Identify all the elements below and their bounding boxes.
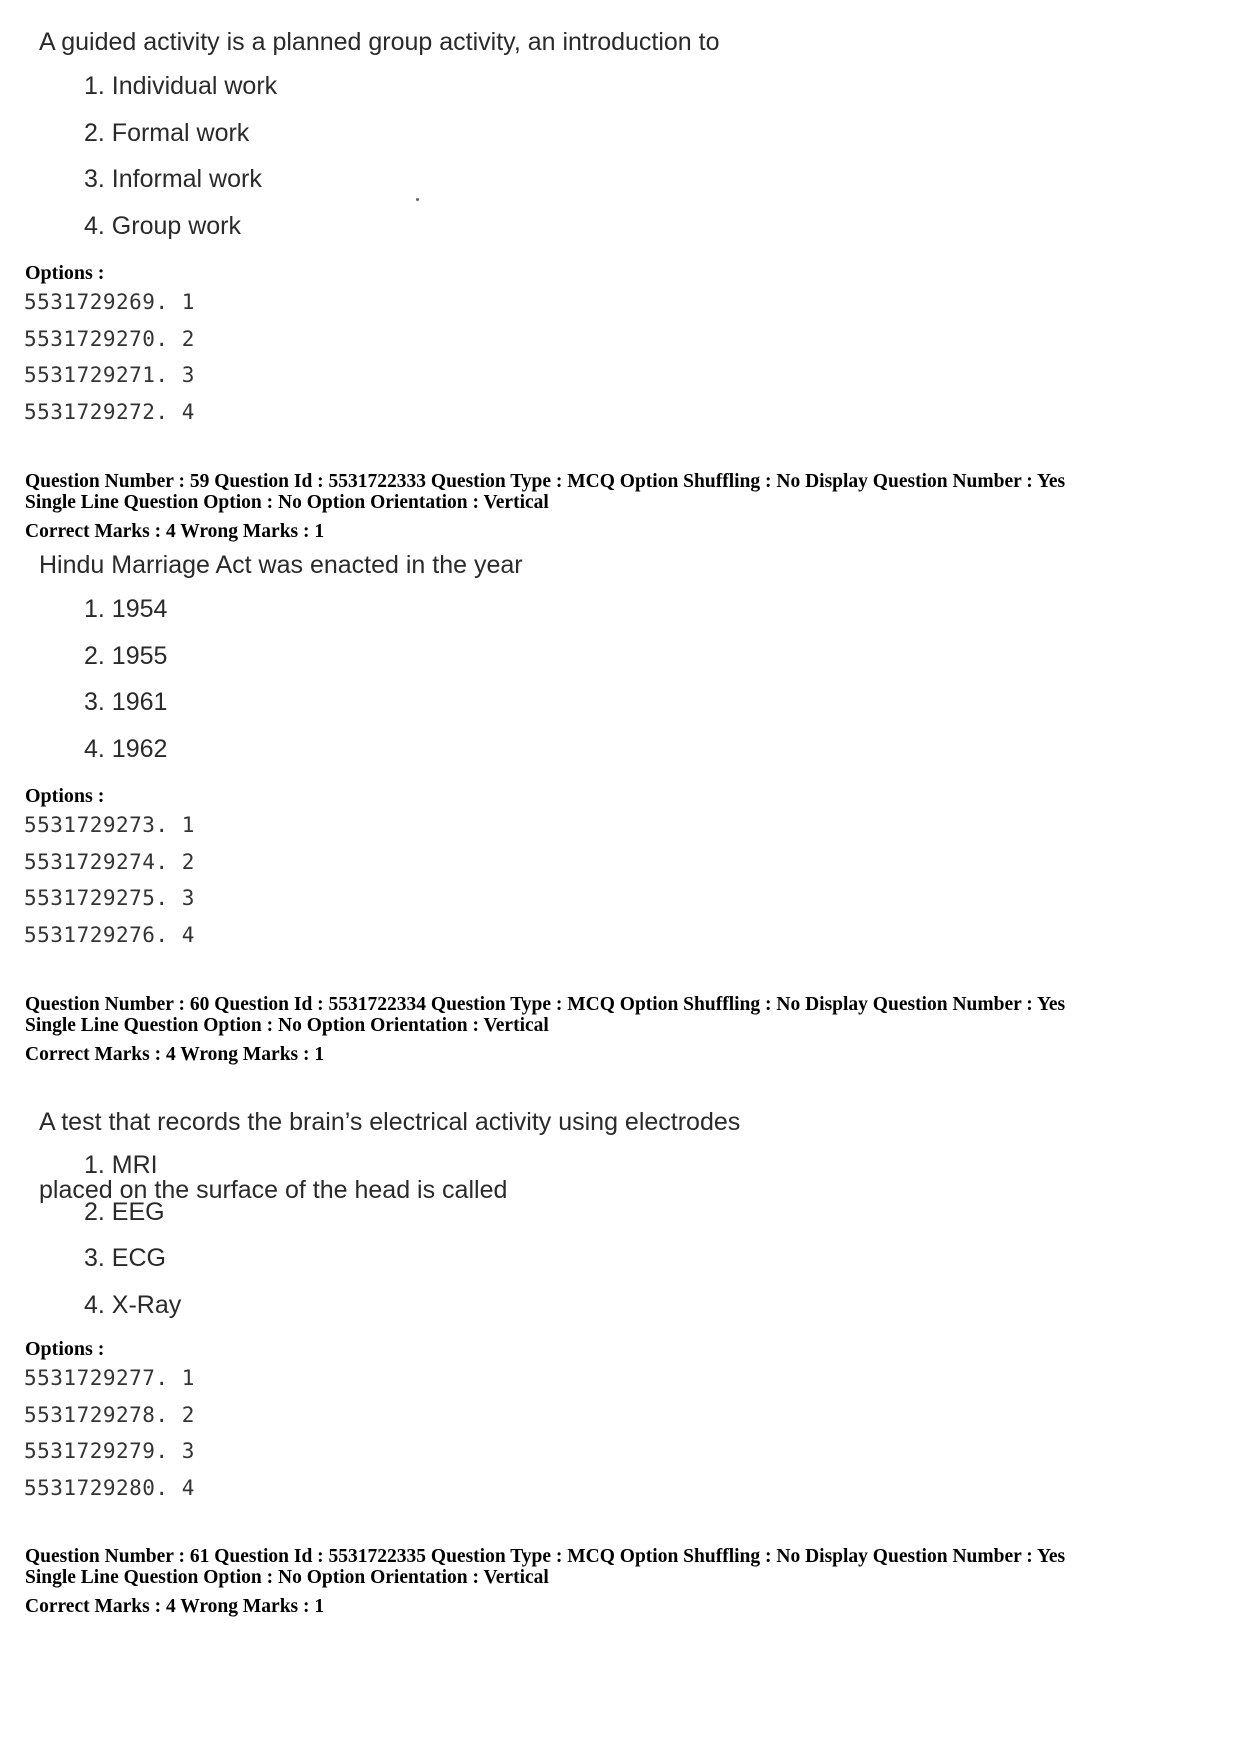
options-list [24,287,195,433]
option-id: 5531729273. 1 [24,813,195,837]
choice-item: 2. Formal work [84,118,250,147]
marks-line: Correct Marks : 4 Wrong Marks : 1 [25,1596,325,1617]
question-text-line: placed on the surface of the head is called [39,1176,508,1204]
option-id: 5531729271. 3 [24,363,195,387]
options-label: Options : [25,1338,105,1360]
option-id: 5531729275. 3 [24,886,195,910]
choice-item: 3. Informal work [84,165,262,193]
choice-item: 4. 1962 [84,734,168,763]
choice-item: 4. X-Ray [84,1290,182,1319]
question-meta-line: Single Line Question Option : No Option Orientation : Vertical [25,1015,549,1036]
choice-item: 4. Group work [84,211,242,240]
question-text: Hindu Marriage Act was enacted in the year [39,551,523,579]
marks-line: Correct Marks : 4 Wrong Marks : 1 [25,1044,325,1065]
question-meta-line: Question Number : 61 Question Id : 5531722335 Question Type : MCQ Option Shuffling : No Display Question Number : Yes [25,1546,1066,1567]
answer-choices [84,592,167,778]
stray-dot [416,198,419,201]
question-meta-line: Question Number : 59 Question Id : 5531722333 Question Type : MCQ Option Shuffling : No Display Question Number : Yes [25,471,1066,492]
choice-item: 1. Individual work [84,72,278,100]
option-id: 5531729279. 3 [24,1439,195,1463]
option-id: 5531729276. 4 [24,922,195,947]
answer-choices [84,1148,181,1334]
option-id: 5531729277. 1 [24,1366,195,1390]
option-id: 5531729280. 4 [24,1475,195,1500]
question-meta-line: Question Number : 60 Question Id : 5531722334 Question Type : MCQ Option Shuffling : No Display Question Number : Yes [25,994,1066,1015]
options-list [24,1363,195,1509]
choice-item: 2. 1955 [84,641,168,670]
question-text-line: A test that records the brain’s electrical activity using electrodes [39,1108,741,1136]
question-meta [25,471,1065,542]
question-meta-line: Single Line Question Option : No Option Orientation : Vertical [25,1567,549,1588]
options-label: Options : [25,262,105,284]
choice-item: 1. MRI [84,1151,158,1179]
choice-item: 2. EEG [84,1197,165,1226]
option-id: 5531729278. 2 [24,1402,195,1427]
option-id: 5531729269. 1 [24,290,195,314]
option-id: 5531729270. 2 [24,326,195,351]
choice-item: 1. 1954 [84,595,168,623]
option-id: 5531729272. 4 [24,399,195,424]
question-meta [25,1546,1065,1617]
option-id: 5531729274. 2 [24,849,195,874]
answer-choices [84,69,277,255]
question-meta [25,994,1065,1065]
choice-item: 3. ECG [84,1244,166,1272]
choice-item: 3. 1961 [84,688,168,716]
question-meta-line: Single Line Question Option : No Option Orientation : Vertical [25,492,549,513]
question-text: A guided activity is a planned group activity, an introduction to [39,28,720,56]
options-label: Options : [25,785,105,807]
marks-line: Correct Marks : 4 Wrong Marks : 1 [25,521,325,542]
options-list [24,810,195,956]
